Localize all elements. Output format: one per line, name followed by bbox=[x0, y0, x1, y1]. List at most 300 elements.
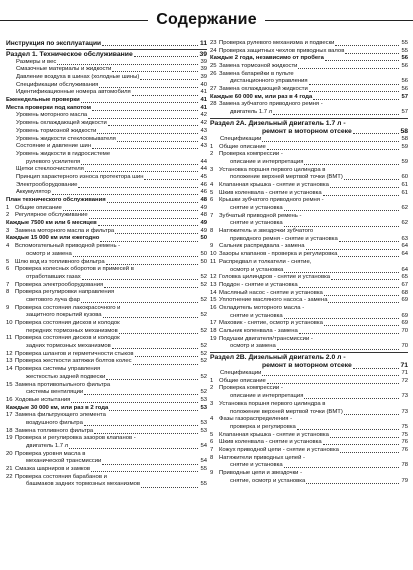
toc-page-number: 73 bbox=[401, 393, 408, 400]
toc-page-number: 52 bbox=[200, 273, 207, 280]
toc-entry-number: 11 bbox=[210, 258, 217, 265]
toc-entry[interactable] bbox=[210, 144, 408, 152]
toc-entry[interactable] bbox=[210, 213, 408, 221]
toc-entry[interactable] bbox=[6, 297, 207, 305]
toc-page-number: 76 bbox=[401, 446, 408, 453]
section-divider bbox=[6, 49, 207, 50]
toc-entry[interactable] bbox=[6, 466, 207, 474]
toc-entry[interactable] bbox=[210, 409, 408, 417]
toc-entry[interactable] bbox=[210, 401, 408, 409]
toc-group-heading[interactable] bbox=[210, 55, 408, 63]
toc-page-number: 56 bbox=[401, 86, 408, 93]
toc-page-number: 52 bbox=[200, 327, 207, 334]
toc-section-heading[interactable] bbox=[6, 51, 207, 59]
toc-entry-title: Проверка состояния лакокрасочного и bbox=[15, 304, 121, 311]
toc-entry-title: описание и интерпретация bbox=[230, 393, 304, 400]
toc-entry[interactable] bbox=[210, 378, 408, 386]
toc-entry[interactable] bbox=[210, 320, 408, 328]
toc-entry[interactable] bbox=[210, 432, 408, 440]
toc-entry-title: осмотр и установка bbox=[230, 266, 284, 273]
toc-entry-title: Замена моторного масла и фильтра bbox=[15, 227, 115, 234]
toc-entry-title: дистанционного управления bbox=[230, 78, 308, 85]
toc-entry-number: 3 bbox=[210, 400, 214, 407]
toc-entry[interactable] bbox=[6, 159, 207, 167]
toc-entry-title: снятие и установка bbox=[230, 205, 283, 212]
toc-leader-dots bbox=[134, 56, 198, 57]
toc-entry-title: приводного ремня - снятие и установка bbox=[230, 235, 338, 242]
toc-group-heading[interactable] bbox=[6, 220, 207, 228]
page-title: Содержание bbox=[156, 11, 257, 28]
toc-entry[interactable] bbox=[6, 366, 207, 374]
toc-entry[interactable] bbox=[6, 143, 207, 151]
toc-page-number: 53 bbox=[200, 396, 207, 403]
toc-leader-dots bbox=[112, 71, 198, 72]
toc-entry-title: снятие и установка bbox=[230, 462, 283, 469]
toc-leader-dots bbox=[273, 114, 399, 115]
toc-entry[interactable] bbox=[6, 351, 207, 359]
toc-page-number: 54 bbox=[200, 458, 207, 465]
toc-leader-dots bbox=[330, 437, 399, 438]
toc-entry[interactable] bbox=[210, 328, 408, 336]
toc-entry-number: 1 bbox=[210, 143, 214, 150]
toc-entry[interactable] bbox=[6, 382, 207, 390]
toc-page-number: 68 bbox=[401, 289, 408, 296]
toc-leader-dots bbox=[330, 187, 399, 188]
toc-entry-number: 3 bbox=[6, 227, 10, 234]
toc-page-number: 43 bbox=[200, 143, 207, 150]
toc-leader-dots bbox=[323, 444, 399, 445]
toc-entry[interactable] bbox=[6, 189, 207, 197]
toc-entry-title: Смазочные материалы и жидкости bbox=[16, 66, 112, 73]
toc-entry[interactable] bbox=[6, 166, 207, 174]
toc-entry-title: Зазоры клапанов - проверка и регулировка bbox=[219, 251, 338, 258]
toc-entry[interactable] bbox=[6, 428, 207, 436]
toc-leader-dots bbox=[98, 225, 198, 226]
toc-entry[interactable] bbox=[210, 251, 408, 259]
toc-page-number: 67 bbox=[401, 281, 408, 288]
toc-entry-title: Клапанная крышка - снятие и установка bbox=[219, 431, 329, 438]
toc-entry-number: 3 bbox=[210, 166, 214, 173]
toc-entry-title: Каждые 60 000 км, или раз в 4 года bbox=[210, 93, 313, 100]
toc-entry[interactable] bbox=[210, 290, 408, 298]
toc-entry-number: 26 bbox=[210, 70, 217, 77]
toc-leader-dots bbox=[313, 99, 399, 100]
toc-entry[interactable] bbox=[6, 458, 207, 466]
toc-entry-title: описание и интерпретация bbox=[230, 158, 304, 165]
toc-entry-title: Щетки стеклоочистителя bbox=[16, 166, 84, 173]
toc-group-heading[interactable] bbox=[210, 94, 408, 102]
toc-leader-dots bbox=[338, 256, 399, 257]
toc-entry-title: Уровень моторного масла bbox=[16, 112, 88, 119]
toc-entry-number: 5 bbox=[6, 258, 10, 265]
toc-entry[interactable] bbox=[6, 420, 207, 428]
toc-entry-number: 24 bbox=[210, 47, 217, 54]
toc-leader-dots bbox=[102, 464, 198, 465]
toc-entry[interactable] bbox=[6, 74, 207, 82]
toc-entry-title: Шкив коленвала - снятие и установка bbox=[219, 189, 322, 196]
toc-entry[interactable] bbox=[6, 120, 207, 128]
toc-entry-title: Уровень жидкости стеклоомывателя bbox=[16, 135, 116, 142]
toc-leader-dots bbox=[297, 429, 399, 430]
toc-entry[interactable] bbox=[6, 282, 207, 290]
toc-entry[interactable] bbox=[210, 478, 408, 486]
toc-entry-title: двигатель 1.7 л bbox=[26, 443, 69, 450]
toc-entry-number: 20 bbox=[6, 450, 13, 457]
toc-leader-dots bbox=[102, 45, 198, 46]
toc-entry-title: Маховик - снятие, осмотр и установка bbox=[219, 320, 323, 327]
toc-leader-dots bbox=[88, 118, 198, 119]
toc-entry-title: Каждые 30 000 км, или раз в 2 года bbox=[6, 404, 109, 411]
toc-page-number: 52 bbox=[200, 358, 207, 365]
toc-page-number: 57 bbox=[401, 109, 408, 116]
toc-entry-title: Проверка состояния дисков и колодок bbox=[15, 335, 120, 342]
toc-entry[interactable] bbox=[210, 71, 408, 79]
toc-entry[interactable] bbox=[210, 102, 408, 110]
toc-leader-dots bbox=[81, 102, 198, 103]
toc-entry[interactable] bbox=[6, 389, 207, 397]
toc-entry-title: Замена противопыльного фильтра bbox=[15, 381, 111, 388]
toc-page-number: 55 bbox=[200, 466, 207, 473]
toc-page-number: 57 bbox=[401, 93, 408, 100]
toc-entry[interactable] bbox=[6, 335, 207, 343]
toc-page-number: 58 bbox=[400, 128, 408, 136]
toc-entry[interactable] bbox=[6, 374, 207, 382]
toc-page-number: 70 bbox=[401, 328, 408, 335]
toc-page-number: 69 bbox=[401, 320, 408, 327]
toc-entry[interactable] bbox=[6, 59, 207, 67]
toc-entry[interactable] bbox=[6, 82, 207, 90]
toc-entry[interactable] bbox=[6, 482, 207, 490]
toc-entry-number: 8 bbox=[6, 289, 10, 296]
page-header bbox=[0, 8, 413, 32]
toc-group-heading[interactable] bbox=[6, 405, 207, 413]
toc-entry-number: 12 bbox=[6, 350, 13, 357]
toc-entry-title: механической трансмиссии bbox=[26, 458, 102, 465]
toc-page-number: 55 bbox=[401, 39, 408, 46]
toc-leader-dots bbox=[323, 195, 399, 196]
toc-entry-number: 18 bbox=[210, 328, 217, 335]
toc-entry-number: 12 bbox=[210, 274, 217, 281]
toc-entry[interactable] bbox=[210, 220, 408, 228]
header-rule-right bbox=[265, 20, 413, 21]
toc-leader-dots bbox=[328, 302, 399, 303]
toc-leader-dots bbox=[108, 125, 198, 126]
toc-entry-title: Шлю вод из топливного фильтра bbox=[15, 258, 105, 265]
toc-entry-title: проверка и регулировка bbox=[230, 423, 296, 430]
toc-leader-dots bbox=[78, 187, 198, 188]
toc-page-number: 76 bbox=[401, 439, 408, 446]
toc-entry[interactable] bbox=[6, 205, 207, 213]
toc-entry-title: Сальник распредвала - замена bbox=[219, 243, 305, 250]
toc-entry[interactable] bbox=[210, 343, 408, 351]
toc-entry[interactable] bbox=[6, 312, 207, 320]
toc-entry-title: Раздел 2А. Дизельный двигатель 1.7 л - bbox=[210, 120, 346, 128]
toc-page-number: 46 bbox=[200, 181, 207, 188]
toc-entry-title: Охладитель моторного масла - bbox=[219, 304, 305, 311]
toc-leader-dots bbox=[106, 379, 198, 380]
toc-leader-dots bbox=[132, 95, 198, 96]
toc-leader-dots bbox=[299, 287, 399, 288]
toc-page-number: 53 bbox=[200, 427, 207, 434]
toc-entry[interactable] bbox=[6, 136, 207, 144]
toc-page-number: 54 bbox=[200, 443, 207, 450]
toc-entry[interactable] bbox=[210, 205, 408, 213]
toc-page-number: 75 bbox=[401, 431, 408, 438]
toc-entry-title: Установка поршня первого цилиндра в bbox=[219, 166, 326, 173]
toc-entry[interactable] bbox=[6, 443, 207, 451]
toc-entry-title: Уровень тормозной жидкости bbox=[16, 127, 97, 134]
toc-entry[interactable] bbox=[210, 416, 408, 424]
toc-entry-number: 6 bbox=[210, 197, 214, 204]
toc-entry[interactable] bbox=[210, 439, 408, 447]
toc-entry[interactable] bbox=[6, 228, 207, 236]
toc-entry-number: 4 bbox=[210, 416, 214, 423]
toc-entry[interactable] bbox=[6, 289, 207, 297]
toc-entry-title: Спецификации bbox=[220, 370, 262, 377]
toc-entry[interactable] bbox=[210, 305, 408, 313]
toc-entry[interactable] bbox=[6, 243, 207, 251]
toc-leader-dots bbox=[267, 383, 399, 384]
toc-entry-title: Кожух приводной цепи - снятие и установка bbox=[219, 446, 339, 453]
toc-page-number: 64 bbox=[401, 251, 408, 258]
toc-page-number: 52 bbox=[200, 389, 207, 396]
toc-entry[interactable] bbox=[210, 455, 408, 463]
toc-leader-dots bbox=[324, 325, 399, 326]
toc-page-number: 59 bbox=[401, 158, 408, 165]
toc-group-heading[interactable] bbox=[6, 105, 207, 113]
toc-entry-number: 2 bbox=[210, 385, 214, 392]
toc-entry[interactable] bbox=[210, 151, 408, 159]
toc-leader-dots bbox=[267, 149, 399, 150]
toc-entry[interactable] bbox=[210, 63, 408, 71]
toc-entry[interactable] bbox=[6, 343, 207, 351]
toc-page-number: 49 bbox=[200, 227, 207, 234]
toc-page-number: 40 bbox=[200, 81, 207, 88]
toc-entry-number: 15 bbox=[6, 381, 13, 388]
toc-page-number: 50 bbox=[200, 235, 207, 242]
toc-entry-number: 17 bbox=[6, 412, 13, 419]
toc-entry-title: Спецификации обслуживания bbox=[16, 81, 99, 88]
toc-leader-dots bbox=[353, 133, 399, 134]
toc-leader-dots bbox=[71, 402, 198, 403]
toc-entry[interactable] bbox=[6, 320, 207, 328]
toc-entry[interactable] bbox=[210, 86, 408, 94]
toc-entry[interactable] bbox=[210, 336, 408, 344]
toc-leader-dots bbox=[284, 226, 399, 227]
toc-page-number: 73 bbox=[401, 408, 408, 415]
toc-entry[interactable] bbox=[210, 244, 408, 252]
toc-entry-number: 10 bbox=[210, 251, 217, 258]
toc-page-number: 41 bbox=[200, 104, 207, 111]
toc-entry-number: 13 bbox=[210, 281, 217, 288]
toc-entry-title: Давление воздуха в шинах (холодные шины) bbox=[16, 74, 140, 81]
toc-leader-dots bbox=[135, 356, 199, 357]
toc-entry[interactable] bbox=[210, 386, 408, 394]
toc-entry[interactable] bbox=[6, 89, 207, 97]
toc-page-number: 52 bbox=[200, 281, 207, 288]
toc-entry-title: Проверка рулевого механизма и подвески bbox=[219, 39, 335, 46]
toc-leader-dots bbox=[81, 164, 198, 165]
toc-section-heading[interactable] bbox=[210, 120, 408, 128]
toc-entry-title: системы вентиляции bbox=[26, 389, 84, 396]
toc-entry[interactable] bbox=[6, 174, 207, 182]
toc-entry-title: Каждые 7500 км или 6 месяцев bbox=[6, 220, 97, 227]
toc-entry[interactable] bbox=[6, 212, 207, 220]
toc-entry[interactable] bbox=[210, 159, 408, 167]
toc-entry-title: План технического обслуживания bbox=[6, 197, 106, 204]
toc-entry-title: Установка поршня первого цилиндра в bbox=[219, 400, 326, 407]
toc-entry-title: Крышки зубчатого приводного ремня - bbox=[219, 197, 324, 204]
toc-leader-dots bbox=[262, 141, 399, 142]
toc-page-number: 41 bbox=[200, 97, 207, 104]
toc-section-subheading[interactable] bbox=[210, 362, 408, 370]
toc-entry-title: Зубчатый приводной ремень - bbox=[219, 212, 302, 219]
toc-entry[interactable] bbox=[210, 297, 408, 305]
toc-page-number: 52 bbox=[200, 373, 207, 380]
toc-page-number: 69 bbox=[401, 297, 408, 304]
toc-entry-number: 5 bbox=[210, 431, 214, 438]
toc-page-number: 52 bbox=[200, 343, 207, 350]
toc-entry-title: Замена топливного фильтра bbox=[15, 427, 94, 434]
toc-entry-title: снятие, осмотр и установка bbox=[230, 477, 306, 484]
toc-entry[interactable] bbox=[210, 236, 408, 244]
toc-entry[interactable] bbox=[6, 474, 207, 482]
toc-leader-dots bbox=[284, 318, 399, 319]
toc-leader-dots bbox=[331, 279, 399, 280]
toc-entry[interactable] bbox=[210, 274, 408, 282]
toc-group-heading[interactable] bbox=[6, 197, 207, 205]
toc-page-number: 78 bbox=[401, 462, 408, 469]
toc-leader-dots bbox=[306, 249, 399, 250]
toc-entry-title: Проверка компрессии - bbox=[219, 151, 283, 158]
toc-entry[interactable] bbox=[210, 267, 408, 275]
toc-entry[interactable] bbox=[6, 151, 207, 159]
toc-entry-title: Проверка состояния дисков и колодок bbox=[15, 320, 120, 327]
toc-entry[interactable] bbox=[6, 328, 207, 336]
toc-entry-number: 5 bbox=[210, 189, 214, 196]
toc-page-number: 64 bbox=[401, 266, 408, 273]
toc-entry-title: Общие описание bbox=[219, 377, 266, 384]
toc-entry-number: 4 bbox=[210, 181, 214, 188]
toc-entry-title: Проверка компрессии - bbox=[219, 385, 283, 392]
toc-entry-title: жесткостью задней подвески bbox=[26, 373, 106, 380]
toc-entry-number: 13 bbox=[6, 358, 13, 365]
toc-entry-number: 2 bbox=[210, 151, 214, 158]
toc-entry-number: 19 bbox=[210, 335, 217, 342]
toc-page-number: 58 bbox=[401, 135, 408, 142]
toc-entry-title: Клапанная крышка - снятие и установка bbox=[219, 181, 329, 188]
toc-entry[interactable] bbox=[210, 174, 408, 182]
toc-leader-dots bbox=[63, 210, 198, 211]
toc-entry-title: Проверка системы управления bbox=[15, 366, 101, 373]
toc-entry-title: ремонт в моторном отсеке bbox=[262, 362, 352, 370]
toc-leader-dots bbox=[82, 279, 198, 280]
toc-entry-title: Проверка состояния барабанов и bbox=[15, 473, 107, 480]
toc-leader-dots bbox=[92, 110, 198, 111]
toc-entry[interactable] bbox=[210, 370, 408, 378]
toc-leader-dots bbox=[141, 487, 198, 488]
toc-entry-title: Замена фильтрующего элемента bbox=[15, 412, 106, 419]
toc-leader-dots bbox=[89, 218, 198, 219]
toc-page-number: 50 bbox=[200, 258, 207, 265]
toc-entry-title: Уплотнение масляного насоса - замена bbox=[219, 297, 328, 304]
toc-entry[interactable] bbox=[210, 109, 408, 117]
toc-page-number: 49 bbox=[200, 204, 207, 211]
toc-entry[interactable] bbox=[210, 136, 408, 144]
toc-entry-title: Раздел 1. Техническое обслуживание bbox=[6, 50, 133, 58]
header-rule-left bbox=[0, 20, 148, 21]
toc-entry[interactable] bbox=[6, 412, 207, 420]
toc-entry[interactable] bbox=[6, 128, 207, 136]
toc-entry-title: Распредвал и толкатели - снятие, bbox=[219, 258, 312, 265]
toc-entry[interactable] bbox=[210, 182, 408, 190]
toc-entry[interactable] bbox=[6, 397, 207, 405]
toc-entry[interactable] bbox=[6, 266, 207, 274]
toc-page-number: 55 bbox=[200, 481, 207, 488]
toc-entry[interactable] bbox=[210, 393, 408, 401]
toc-leader-dots bbox=[133, 364, 198, 365]
toc-entry[interactable] bbox=[6, 435, 207, 443]
toc-entry-title: защитного покрытий кузова bbox=[26, 312, 102, 319]
toc-entry[interactable] bbox=[6, 40, 207, 48]
toc-leader-dots bbox=[119, 333, 198, 334]
toc-entry[interactable] bbox=[210, 40, 408, 48]
toc-page-number: 39 bbox=[200, 58, 207, 65]
toc-entry[interactable] bbox=[210, 190, 408, 198]
toc-entry-title: Раздел 2В. Дизельный двигатель 2.0 л - bbox=[210, 354, 346, 362]
toc-entry-number: 16 bbox=[210, 304, 217, 311]
toc-entry-title: положение верхней мертвой точки (ВМТ) bbox=[230, 174, 343, 181]
toc-page-number: 42 bbox=[200, 120, 207, 127]
toc-entry[interactable] bbox=[210, 447, 408, 455]
toc-entry[interactable] bbox=[210, 197, 408, 205]
toc-entry-title: Общие описание bbox=[15, 204, 62, 211]
toc-entry-number: 8 bbox=[210, 454, 214, 461]
toc-section-subheading[interactable] bbox=[210, 128, 408, 136]
toc-entry[interactable] bbox=[6, 66, 207, 74]
toc-column-left bbox=[6, 40, 207, 489]
toc-entry[interactable] bbox=[210, 470, 408, 478]
toc-leader-dots bbox=[299, 333, 399, 334]
toc-section-heading[interactable] bbox=[210, 354, 408, 362]
toc-entry[interactable] bbox=[6, 182, 207, 190]
toc-leader-dots bbox=[106, 264, 198, 265]
toc-entry-title: Электрооборудование bbox=[16, 181, 78, 188]
toc-entry-title: Инструкция по эксплуатации bbox=[6, 39, 102, 47]
toc-page-number: 70 bbox=[401, 343, 408, 350]
toc-entry[interactable] bbox=[6, 359, 207, 367]
toc-entry[interactable] bbox=[210, 78, 408, 86]
toc-entry[interactable] bbox=[6, 274, 207, 282]
toc-leader-dots bbox=[262, 375, 399, 376]
toc-entry-title: Уровень жидкости в гидросистеме bbox=[16, 150, 111, 157]
toc-column-right bbox=[210, 40, 408, 485]
toc-entry[interactable] bbox=[210, 282, 408, 290]
toc-entry[interactable] bbox=[210, 462, 408, 470]
toc-page-number: 79 bbox=[401, 477, 408, 484]
toc-entry[interactable] bbox=[6, 251, 207, 259]
toc-entry[interactable] bbox=[210, 228, 408, 236]
toc-entry[interactable] bbox=[210, 424, 408, 432]
toc-page-number: 62 bbox=[401, 220, 408, 227]
toc-entry[interactable] bbox=[210, 313, 408, 321]
toc-leader-dots bbox=[344, 414, 399, 415]
toc-entry[interactable] bbox=[210, 259, 408, 267]
toc-page-number: 48 bbox=[200, 212, 207, 219]
toc-group-heading[interactable] bbox=[6, 97, 207, 105]
toc-entry-number: 1 bbox=[210, 377, 214, 384]
toc-page-number: 53 bbox=[200, 419, 207, 426]
